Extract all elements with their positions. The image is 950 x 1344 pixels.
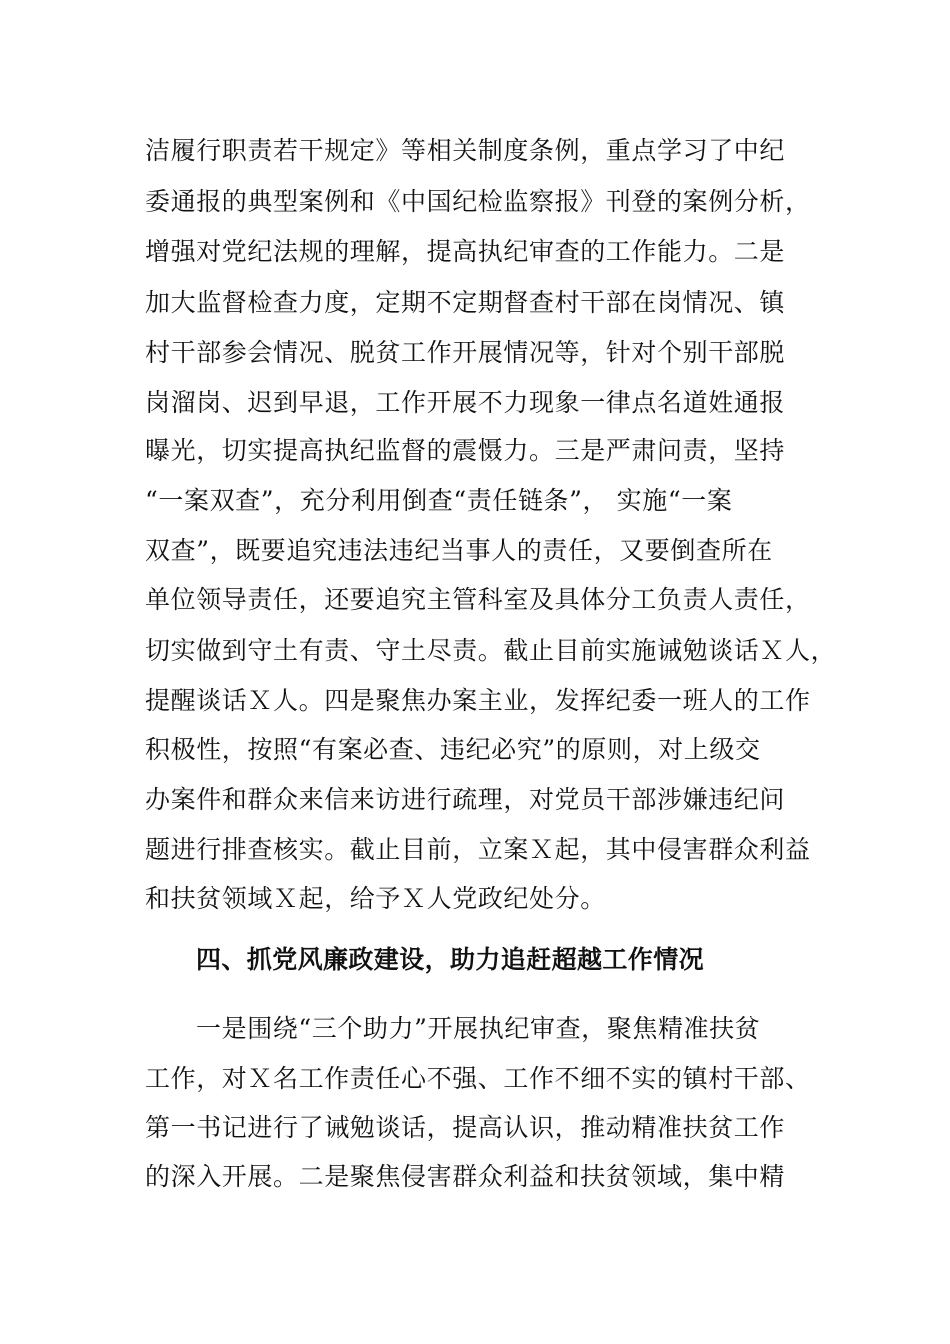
body-text-line: 加大监督检查力度，定期不定期督查村干部在岗情况、镇 (145, 288, 786, 317)
body-text-line: 委通报的典型案例和《中国纪检监察报》刊登的案例分析， (145, 187, 811, 216)
body-text-line: 和扶贫领域Ｘ起，给予Ｘ人党政纪处分。 (145, 884, 606, 913)
body-text-line: 积极性，按照“有案必查、违纪必究”的原则，对上级交 (145, 735, 761, 764)
body-text-line: 村干部参会情况、脱贫工作开展情况等，针对个别干部脱 (145, 338, 786, 367)
body-text-line: 切实做到守土有责、守土尽责。截止目前实施诫勉谈话Ｘ人， (145, 636, 837, 665)
body-text-line: 单位领导责任，还要追究主管科室及具体分工负责人责任， (145, 585, 811, 614)
body-text-line: 增强对党纪法规的理解，提高执纪审查的工作能力。二是 (145, 237, 786, 266)
body-text-line: 第一书记进行了诫勉谈话，提高认识，推动精准扶贫工作 (145, 1113, 786, 1142)
body-text-line: 提醒谈话Ｘ人。四是聚焦办案主业，发挥纪委一班人的工作 (145, 686, 811, 715)
body-text-line: 题进行排查核实。截止目前，立案Ｘ起，其中侵害群众利益 (145, 835, 811, 864)
body-text-line: 办案件和群众来信来访进行疏理，对党员干部涉嫌违纪问 (145, 785, 786, 814)
section-heading: 四、抓党风廉政建设，助力追赶超越工作情况 (196, 945, 705, 974)
body-text-line: 的深入开展。二是聚焦侵害群众利益和扶贫领域，集中精 (145, 1162, 786, 1191)
body-text-line: 工作，对Ｘ名工作责任心不强、工作不细不实的镇村干部、 (145, 1064, 811, 1093)
body-text-line: 一是围绕“三个助力”开展执纪审查，聚焦精准扶贫 (196, 1014, 761, 1043)
body-text-line: 岗溜岗、迟到早退，工作开展不力现象一律点名道姓通报 (145, 388, 786, 417)
body-text-line: 洁履行职责若干规定》等相关制度条例，重点学习了中纪 (145, 136, 786, 165)
body-text-line: 曝光，切实提高执纪监督的震慑力。三是严肃问责，坚持 (145, 436, 786, 465)
body-text-line: “一案双查”，充分利用倒查“责任链条”， 实施“一案 (145, 486, 733, 515)
body-text-line: 双查”，既要追究违法违纪当事人的责任，又要倒查所在 (145, 536, 773, 565)
